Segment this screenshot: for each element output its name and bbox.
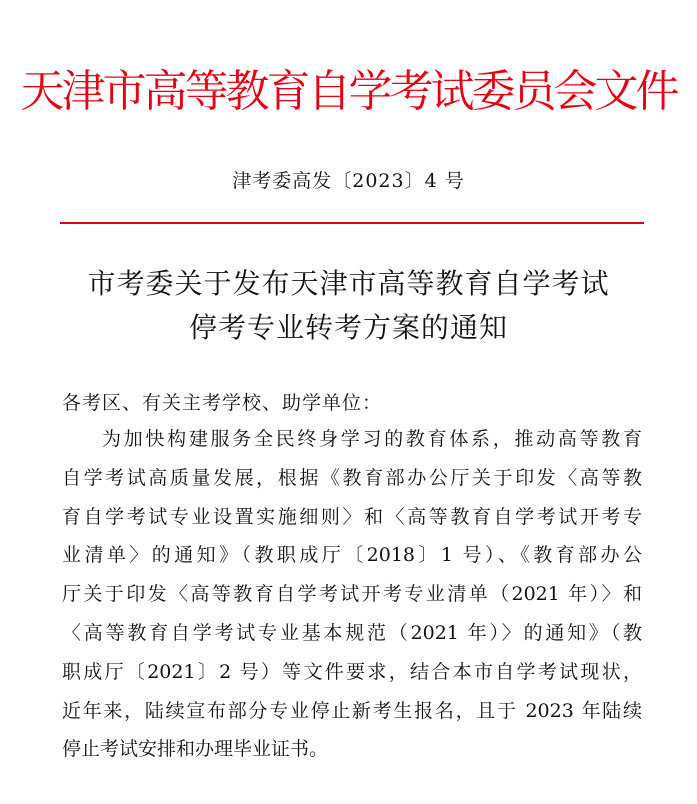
body-line: 自学考试高质量发展，根据《教育部办公厅关于印发〈高等教 <box>62 466 642 489</box>
notice-title-line: 停考专业转考方案的通知 <box>188 311 508 344</box>
notice-title <box>0 262 697 350</box>
body-line: 厅关于印发〈高等教育自学考试开考专业清单（2021 年）〉和 <box>62 583 642 606</box>
document-number: 津考委高发〔2023〕4 号 <box>232 170 465 192</box>
notice-title-line: 市考委关于发布天津市高等教育自学考试 <box>87 267 610 300</box>
red-divider-line <box>60 222 644 224</box>
body-line: 为加快构建服务全民终身学习的教育体系，推动高等教育 <box>102 428 642 450</box>
body-line: 近年来，陆续宣布部分专业停止新考生报名，且于 2023 年陆续 <box>62 699 642 722</box>
body-line: 职成厅〔2021〕2 号）等文件要求，结合本市自学考试现状， <box>62 660 642 683</box>
document-header-title: 天津市高等教育自学考试委员会文件 <box>20 66 677 117</box>
notice-body <box>62 420 642 769</box>
body-line: 〈高等教育自学考试专业基本规范（2021 年）〉的通知》（教 <box>62 621 642 644</box>
salutation: 各考区、有关主考学校、助学单位： <box>62 392 383 414</box>
body-line: 业清单〉的通知》（教职成厅〔2018〕1 号）、《教育部办公 <box>62 544 642 567</box>
body-line: 育自学考试专业设置实施细则〉和〈高等教育自学考试开考专 <box>62 505 642 528</box>
body-line: 停止考试安排和办理毕业证书。 <box>62 738 329 761</box>
